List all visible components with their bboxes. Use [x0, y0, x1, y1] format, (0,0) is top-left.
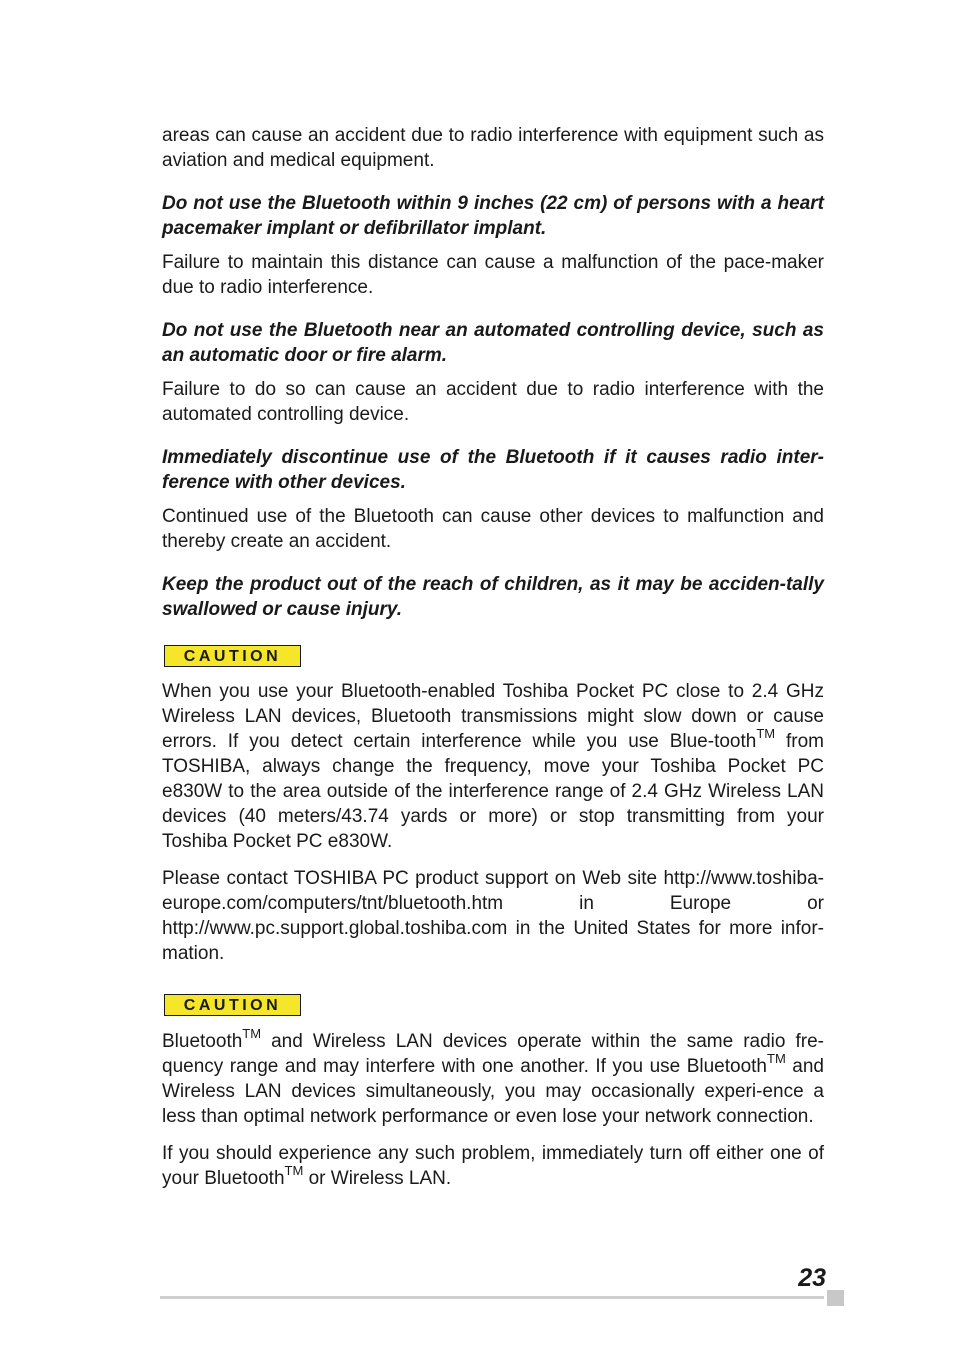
caution-label: CAUTION: [164, 645, 301, 667]
caution-label-container: [162, 994, 824, 1016]
text-segment: and Wireless LAN devices operate within the same radio fre-quency range and may interfere with one another. If you use Bluetooth: [162, 1031, 824, 1077]
warning-automated-device: Do not use the Bluetooth near an automated controlling device, such as an automatic door or fire alarm.: [162, 320, 824, 366]
text-segment: from TOSHIBA, always change the frequency, move your Toshiba Pocket PC e830W to the area outside of the interference range of 2.4 GHz Wireless LAN devices (40 meters/43.74 yards or more) or stop transmitting from your Toshiba Pocket PC e830W.: [162, 731, 824, 852]
paragraph-turn-off: [162, 1141, 824, 1191]
page-number: 23: [798, 1264, 826, 1292]
warning-children: Keep the product out of the reach of children, as it may be acciden-tally swallowed or cause injury.: [162, 574, 824, 620]
paragraph-aviation: areas can cause an accident due to radio interference with equipment such as aviation and medical equipment.: [162, 125, 824, 171]
paragraph-automated-device: Failure to do so can cause an accident due to radio interference with the automated controlling device.: [162, 379, 824, 425]
footer-rule: [160, 1296, 824, 1299]
caution-label: CAUTION: [164, 994, 301, 1016]
trademark-sup: TM: [284, 1162, 304, 1178]
text-segment: or Wireless LAN.: [303, 1168, 452, 1189]
text-segment: When you use your Bluetooth-enabled Toshiba Pocket PC close to 2.4 GHz Wireless LAN devices, Bluetooth transmissions might slow down or cause errors. If you detect certain interference while you use Blue-tooth: [162, 681, 824, 752]
caution-label-container: [162, 645, 824, 667]
page-body: [162, 123, 824, 1191]
text-segment: Bluetooth: [162, 1031, 243, 1052]
trademark-sup: TM: [756, 725, 776, 741]
paragraph-wlan-interference: [162, 679, 824, 854]
paragraph-support-contact: Please contact TOSHIBA PC product support on Web site http://www.toshiba-europe.com/computers/tnt/bluetooth.htm in Europe or http://www.pc.support.global.toshiba.com in the United States for more infor-mation.: [162, 868, 824, 964]
warning-pacemaker: Do not use the Bluetooth within 9 inches (22 cm) of persons with a heart pacemaker implant or defibrillator implant.: [162, 193, 824, 239]
paragraph-pacemaker: Failure to maintain this distance can cause a malfunction of the pace-maker due to radio interference.: [162, 252, 824, 298]
paragraph-same-frequency: [162, 1025, 825, 1129]
trademark-sup: TM: [767, 1050, 786, 1066]
paragraph-interference: Continued use of the Bluetooth can cause other devices to malfunction and thereby create an accident.: [162, 506, 824, 552]
text-segment: and Wireless LAN devices simultaneously, you may occasionally experi-ence a less than optimal network performance or even lose your network connection.: [162, 1056, 825, 1127]
trademark-sup: TM: [242, 1025, 262, 1041]
text-segment: If you should experience any such problem, immediately turn off either one of your Bluetooth: [162, 1143, 824, 1189]
footer-marker: [827, 1290, 844, 1306]
warning-interference: Immediately discontinue use of the Bluetooth if it causes radio inter-ference with other devices.: [162, 447, 824, 493]
